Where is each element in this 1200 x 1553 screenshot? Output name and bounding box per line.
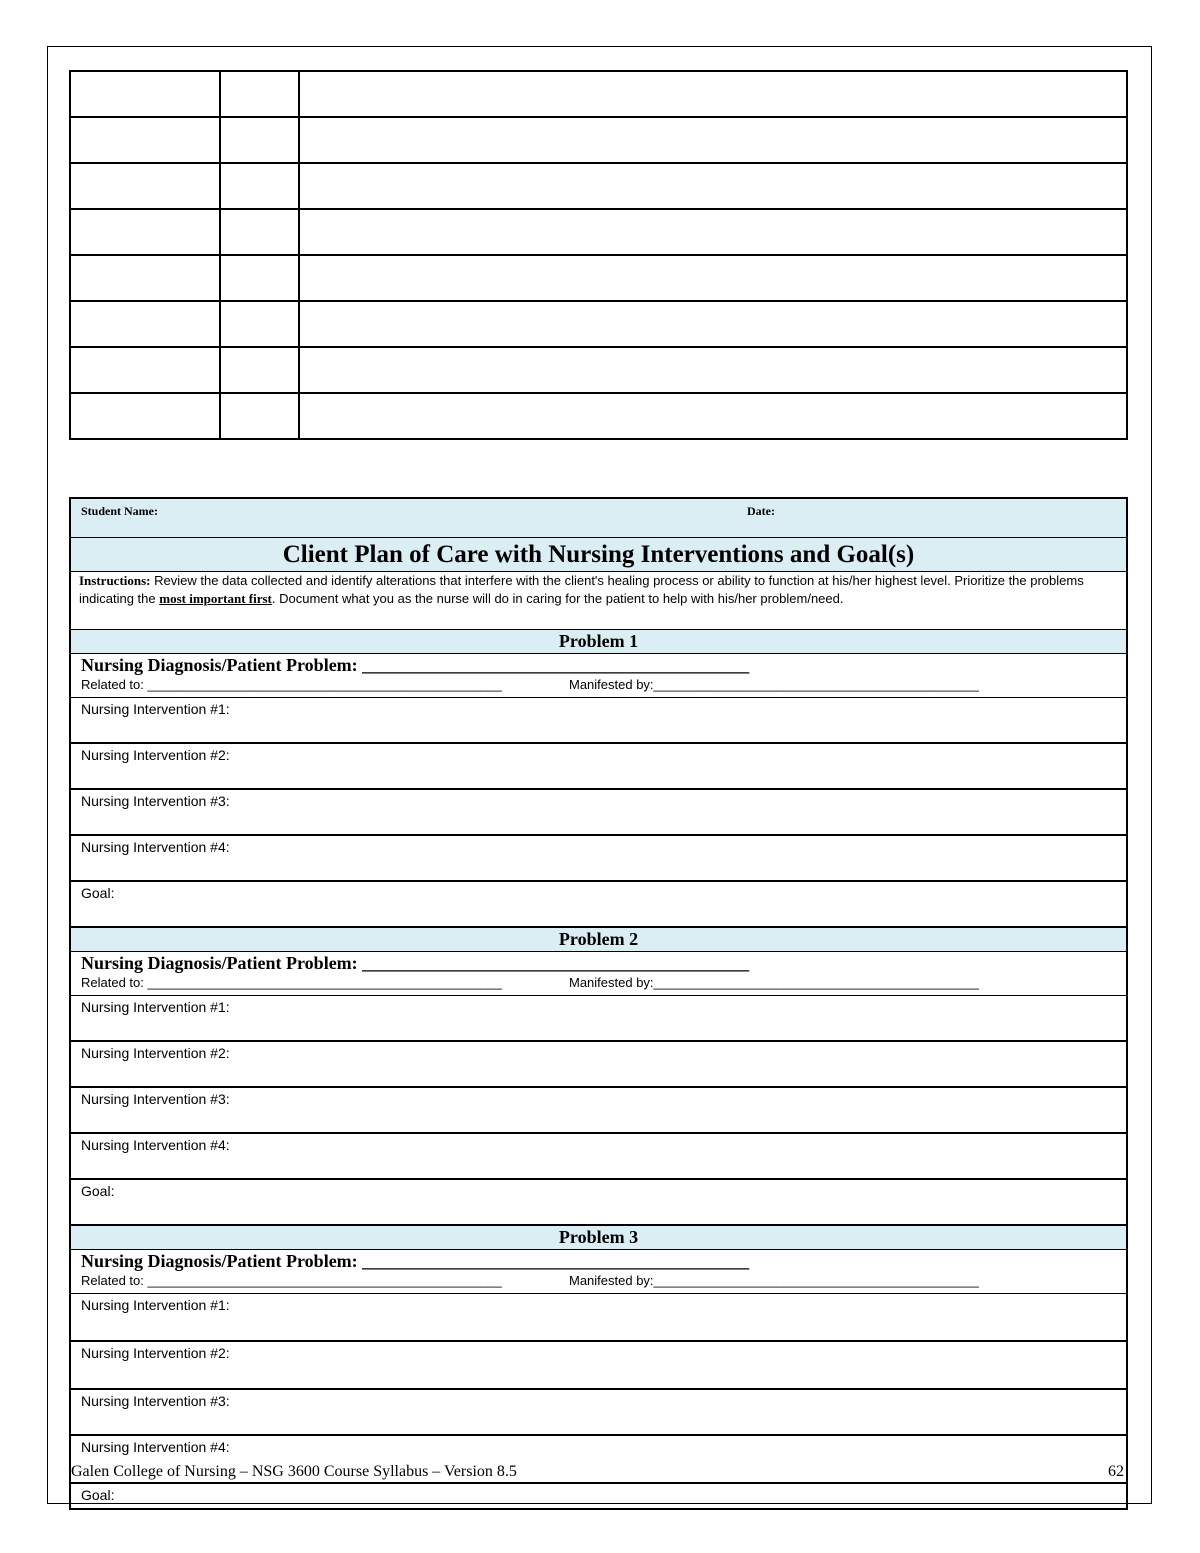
table-row: [70, 255, 1127, 301]
related-to-label: Related to: _________________________________________________: [81, 1273, 502, 1288]
empty-grid-table: [69, 70, 1128, 440]
table-row: [70, 71, 1127, 117]
diagnosis-label: Nursing Diagnosis/Patient Problem: ___________________________________________: [81, 1251, 750, 1271]
grid-cell[interactable]: [220, 393, 299, 439]
grid-cell[interactable]: [70, 209, 220, 255]
related-to-label: Related to: _________________________________________________: [81, 677, 502, 692]
goal-field[interactable]: Goal:: [71, 882, 1126, 928]
grid-cell[interactable]: [299, 117, 1127, 163]
problem-3-header: Problem 3: [71, 1226, 1126, 1250]
manifested-by-label: Manifested by:_____________________________________________: [569, 677, 979, 692]
grid-cell[interactable]: [70, 347, 220, 393]
problem-3-diagnosis[interactable]: [71, 1250, 1126, 1294]
instructions-lead: Instructions:: [79, 573, 151, 588]
diagnosis-label: Nursing Diagnosis/Patient Problem: ___________________________________________: [81, 655, 750, 675]
table-row: [70, 301, 1127, 347]
intervention-field[interactable]: Nursing Intervention #2:: [71, 744, 1126, 790]
related-to-line: [81, 1272, 1116, 1290]
page-number: 62: [1108, 1463, 1124, 1480]
intervention-field[interactable]: Nursing Intervention #2:: [71, 1342, 1126, 1390]
grid-cell[interactable]: [220, 71, 299, 117]
related-to-label: Related to: _________________________________________________: [81, 975, 502, 990]
grid-cell[interactable]: [299, 163, 1127, 209]
instructions-text: Review the data collected and identify alterations that interfere with the client's healing process or ability to function at his/her highest level. Prioritize the problems indicating the: [79, 573, 1084, 606]
grid-cell[interactable]: [70, 117, 220, 163]
student-info-row: [71, 499, 1126, 538]
related-to-line: [81, 676, 1116, 694]
table-row: [70, 209, 1127, 255]
grid-cell[interactable]: [70, 255, 220, 301]
grid-cell[interactable]: [299, 71, 1127, 117]
grid-cell[interactable]: [70, 163, 220, 209]
grid-cell[interactable]: [220, 347, 299, 393]
intervention-field[interactable]: Nursing Intervention #3:: [71, 1088, 1126, 1134]
grid-cell[interactable]: [299, 301, 1127, 347]
goal-field[interactable]: Goal:: [71, 1484, 1126, 1510]
care-plan-form: [69, 497, 1128, 1510]
intervention-field[interactable]: Nursing Intervention #4:: [71, 836, 1126, 882]
problem-1-header: Problem 1: [71, 630, 1126, 654]
grid-cell[interactable]: [220, 117, 299, 163]
intervention-field[interactable]: Nursing Intervention #2:: [71, 1042, 1126, 1088]
grid-cell[interactable]: [299, 347, 1127, 393]
grid-cell[interactable]: [299, 393, 1127, 439]
student-name-label: Student Name:: [81, 504, 158, 518]
table-row: [70, 393, 1127, 439]
manifested-by-label: Manifested by:_____________________________________________: [569, 1273, 979, 1288]
grid-cell[interactable]: [220, 209, 299, 255]
form-title: Client Plan of Care with Nursing Interventions and Goal(s): [71, 538, 1126, 572]
intervention-field[interactable]: Nursing Intervention #1:: [71, 1294, 1126, 1342]
instructions-emphasis: most important first: [159, 591, 272, 606]
footer-course-title: Galen College of Nursing – NSG 3600 Course Syllabus – Version 8.5: [71, 1463, 517, 1480]
problem-1-diagnosis[interactable]: [71, 654, 1126, 698]
intervention-field[interactable]: Nursing Intervention #1:: [71, 996, 1126, 1042]
grid-cell[interactable]: [299, 255, 1127, 301]
grid-cell[interactable]: [70, 301, 220, 347]
intervention-field[interactable]: Nursing Intervention #4:: [71, 1436, 1126, 1484]
intervention-field[interactable]: Nursing Intervention #3:: [71, 790, 1126, 836]
instructions: [71, 572, 1126, 630]
intervention-field[interactable]: Nursing Intervention #4:: [71, 1134, 1126, 1180]
table-row: [70, 117, 1127, 163]
manifested-by-label: Manifested by:_____________________________________________: [569, 975, 979, 990]
grid-cell[interactable]: [220, 255, 299, 301]
goal-field[interactable]: Goal:: [71, 1180, 1126, 1226]
related-to-line: [81, 974, 1116, 992]
diagnosis-label: Nursing Diagnosis/Patient Problem: ___________________________________________: [81, 953, 750, 973]
grid-cell[interactable]: [299, 209, 1127, 255]
grid-cell[interactable]: [70, 393, 220, 439]
intervention-field[interactable]: Nursing Intervention #3:: [71, 1390, 1126, 1436]
grid-cell[interactable]: [220, 301, 299, 347]
problem-2-diagnosis[interactable]: [71, 952, 1126, 996]
problem-2-header: Problem 2: [71, 928, 1126, 952]
date-label: Date:: [747, 504, 775, 518]
intervention-field[interactable]: Nursing Intervention #1:: [71, 698, 1126, 744]
table-row: [70, 347, 1127, 393]
grid-cell[interactable]: [70, 71, 220, 117]
table-row: [70, 163, 1127, 209]
grid-cell[interactable]: [220, 163, 299, 209]
instructions-text-end: . Document what you as the nurse will do in caring for the patient to help with his/her problem/need.: [271, 591, 844, 606]
